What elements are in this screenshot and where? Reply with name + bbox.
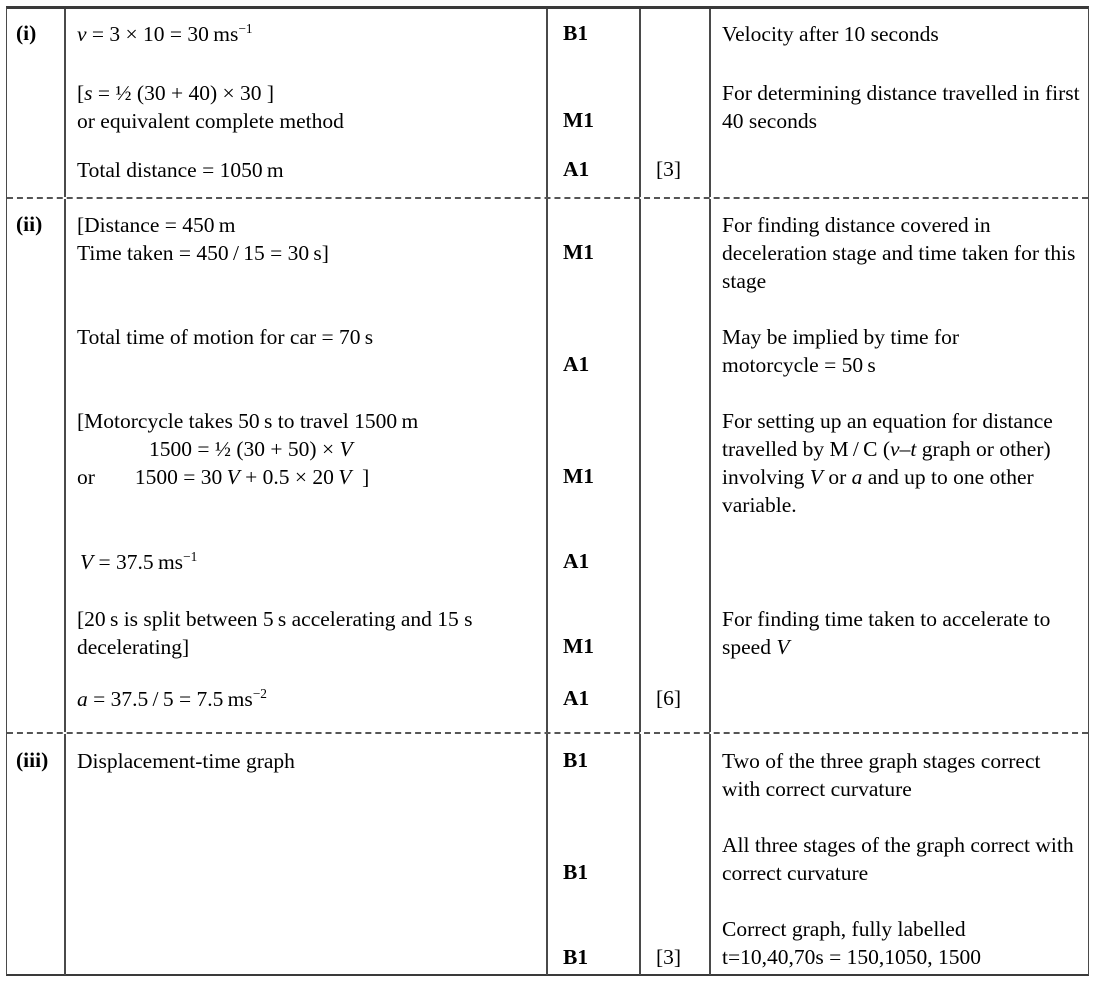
part-label-ii: (ii) — [16, 212, 43, 236]
mark-scheme-table — [6, 6, 1089, 976]
comment-text: t=10,40,70s = 150,1050, 1500 — [722, 945, 981, 969]
working-line: Total time of motion for car = 70 s — [77, 325, 374, 349]
comment-text: All three stages of the graph correct with correct curvature — [722, 833, 1074, 885]
mark-code: M1 — [563, 634, 595, 658]
question-row-iii — [7, 732, 1088, 975]
comment-text: Two of the three graph stages correct with correct curvature — [722, 749, 1041, 801]
working-line: Displacement-time graph — [77, 749, 295, 773]
comment-text: For setting up an equation for distance travelled by M / C (v–t graph or other) involving V or a and up to one other variable. — [722, 409, 1053, 517]
part-label-cell-i — [7, 9, 64, 197]
part-label-cell-ii — [7, 199, 64, 732]
working-cell-ii — [64, 199, 546, 732]
comment-text: For finding distance covered in deceleration stage and time taken for this stage — [722, 213, 1076, 293]
mark-code: B1 — [563, 860, 589, 884]
total-cell-iii — [639, 734, 709, 975]
part-label-iii: (iii) — [16, 748, 49, 772]
part-label-cell-iii — [7, 734, 64, 975]
mark-cell-i — [546, 9, 639, 197]
mark-code: A1 — [563, 686, 590, 710]
question-row-ii — [7, 197, 1088, 732]
comment-text: Correct graph, fully labelled — [722, 917, 966, 941]
total-marks: [3] — [656, 157, 682, 181]
total-marks: [6] — [656, 686, 682, 710]
mark-code: M1 — [563, 464, 595, 488]
working-line: [s = ½ (30 + 40) × 30 ] — [77, 81, 275, 105]
comment-text: Velocity after 10 seconds — [722, 22, 939, 46]
working-line: [Distance = 450 m — [77, 213, 236, 237]
working-line: [Motorcycle takes 50 s to travel 1500 m — [77, 409, 419, 433]
working-line: a = 37.5 / 5 = 7.5 $ms^{-2}$ — [77, 685, 267, 711]
mark-cell-ii — [546, 199, 639, 732]
mark-code: B1 — [563, 945, 589, 969]
mark-code: A1 — [563, 157, 590, 181]
working-line: or equivalent complete method — [77, 109, 344, 133]
mark-code: B1 — [563, 21, 589, 45]
mark-code: M1 — [563, 108, 595, 132]
working-line: decelerating] — [77, 635, 190, 659]
total-cell-i — [639, 9, 709, 197]
mark-cell-iii — [546, 734, 639, 975]
working-line: or 1500 = 30 V + 0.5 × 20 V ] — [77, 465, 370, 489]
comment-text: For determining distance travelled in first 40 seconds — [722, 81, 1080, 133]
total-cell-ii — [639, 199, 709, 732]
working-line: [20 s is split between 5 s accelerating and 15 s — [77, 607, 473, 631]
comment-cell-iii — [709, 734, 1088, 975]
mark-code: A1 — [563, 549, 590, 573]
working-line: v = 3 × 10 = 30 $ms^{-1}$ — [77, 20, 253, 46]
part-label-i: (i) — [16, 21, 37, 45]
mark-code: B1 — [563, 748, 589, 772]
working-line: V = 37.5 $ms^{-1}$ — [80, 548, 198, 574]
total-marks: [3] — [656, 945, 682, 969]
question-row-i — [7, 9, 1088, 197]
working-cell-iii — [64, 734, 546, 975]
working-line: Time taken = 450 / 15 = 30 s] — [77, 241, 329, 265]
working-cell-i — [64, 9, 546, 197]
working-line: 1500 = ½ (30 + 50) × V — [149, 437, 353, 461]
comment-text: For finding time taken to accelerate to speed V — [722, 607, 1051, 659]
comment-cell-ii — [709, 199, 1088, 732]
working-line: Total distance = 1050 m — [77, 158, 284, 182]
mark-code: A1 — [563, 352, 590, 376]
mark-code: M1 — [563, 240, 595, 264]
comment-text: May be implied by time for motorcycle = 50 s — [722, 325, 960, 377]
comment-cell-i — [709, 9, 1088, 197]
